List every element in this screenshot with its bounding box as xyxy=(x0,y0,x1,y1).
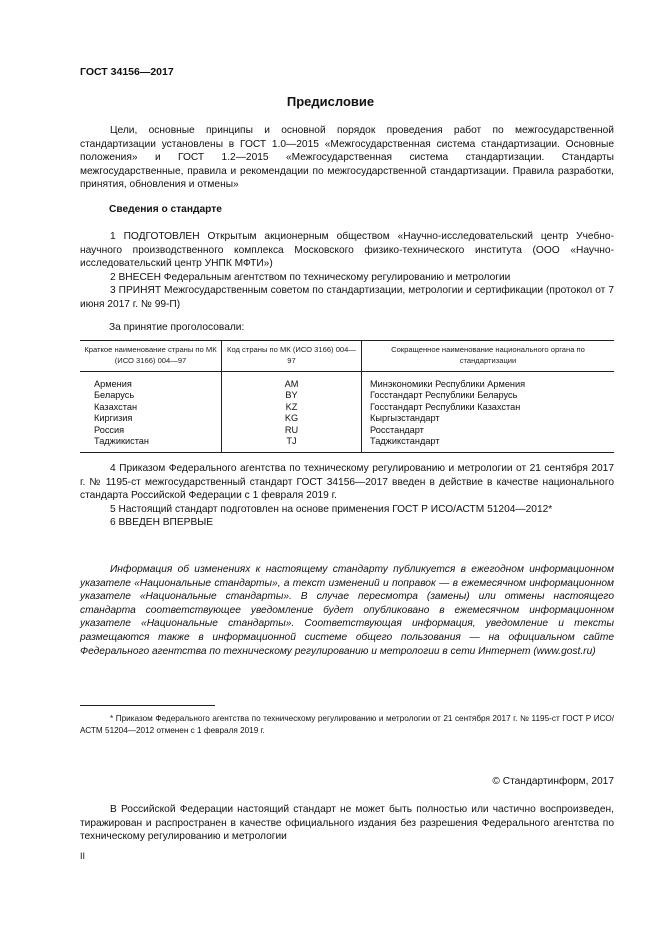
changes-info-paragraph: Информация об изменениях к настоящему стандарту публикуется в ежегодном информационном указателе «Национальные стандарты», а текст изменений и поправок — в ежемесячном информационном указателе «Национальные стандарты». В случае пересмотра (замены) или отмены настоящего стандарта соответствующее уведомление будет опубликовано в ежемесячном информационном указателе «Национальные стандарты». Соответствующая информация, уведомление и тексты размещаются также в информационной системе общего пользования — на официальном сайте Федерального агентства по техническому регулированию и метрологии в сети Интернет (www.gost.ru) xyxy=(80,564,614,657)
footnote-divider xyxy=(80,705,215,706)
table-row xyxy=(80,390,614,401)
country-name: Беларусь xyxy=(80,390,222,401)
reproduction-notice: В Российской Федерации настоящий стандарт не может быть полностью или частично воспроизведен, тиражирован и распространен в качестве официального издания без разрешения Федерального агентства по техническому регулированию и метрологии xyxy=(80,804,614,843)
footnote: * Приказом Федерального агентства по техническому регулированию и метрологии от 21 сентября 2017 г. № 1195-ст ГОСТ Р ИСО/АСТМ 51204—2012 отменен с 1 февраля 2019 г. xyxy=(80,714,614,736)
standards-body: Госстандарт Республики Беларусь xyxy=(370,390,518,401)
item-4: 4 Приказом Федерального агентства по техническому регулированию и метрологии от 21 сентября 2017 г. № 1195-ст межгосударственный стандарт ГОСТ 34156—2017 введен в действие в качестве национального стандарта Российской Федерации с 1 февраля 2019 г. xyxy=(80,463,614,502)
table-row xyxy=(80,402,614,413)
country-code: KG xyxy=(222,413,362,424)
standards-body: Росстандарт xyxy=(370,424,424,435)
copyright: © Стандартинформ, 2017 xyxy=(492,776,614,787)
info-heading: Сведения о стандарте xyxy=(109,204,222,215)
voted-label: За принятие проголосовали: xyxy=(109,322,245,333)
standards-body: Таджикстандарт xyxy=(362,436,615,453)
country-name: Россия xyxy=(80,425,222,436)
country-code: RU xyxy=(222,425,362,436)
item-3: 3 ПРИНЯТ Межгосударственным советом по стандартизации, метрологии и сертификации (протокол от 7 июня 2017 г. № 99-П) xyxy=(80,285,614,310)
table-row xyxy=(80,413,614,424)
country-name: Киргизия xyxy=(80,413,222,424)
page-title: Предисловие xyxy=(286,94,375,109)
page-number: II xyxy=(80,851,86,861)
item-5: 5 Настоящий стандарт подготовлен на основе применения ГОСТ Р ИСО/АСТМ 51204—2012* xyxy=(110,504,553,515)
voting-table xyxy=(80,340,614,453)
table-header-body: Сокращенное наименование национального органа по стандартизации xyxy=(362,341,615,372)
country-code: BY xyxy=(222,390,362,401)
intro-paragraph: Цели, основные принципы и основной порядок проведения работ по межгосударственной стандартизации установлены в ГОСТ 1.0—2015 «Межгосударственная система стандартизации. Основные положения» и ГОСТ 1.2—2015 «Межгосударственная система стандартизации. Стандарты межгосударственные, правила и рекомендации по межгосударственной стандартизации. Правила разработки, принятия, обновления и отмены» xyxy=(80,125,614,191)
item-2: 2 ВНЕСЕН Федеральным агентством по техническому регулированию и метрологии xyxy=(110,272,511,283)
table-row xyxy=(80,372,614,391)
country-name: Армения xyxy=(80,372,222,391)
document-code: ГОСТ 34156—2017 xyxy=(80,66,174,78)
table-row xyxy=(80,425,614,436)
country-code: TJ xyxy=(222,436,362,453)
standards-body: Госстандарт Республики Казахстан xyxy=(370,401,521,412)
table-row xyxy=(80,436,614,453)
country-name: Таджикистан xyxy=(80,436,222,453)
item-6: 6 ВВЕДЕН ВПЕРВЫЕ xyxy=(110,517,214,528)
country-name: Казахстан xyxy=(80,402,222,413)
standards-body: Минэкономики Республики Армения xyxy=(370,379,526,389)
table-header-code: Код страны по МК (ИСО 3166) 004—97 xyxy=(222,341,362,372)
table-header-country: Краткое наименование страны по МК (ИСО 3166) 004—97 xyxy=(80,341,222,372)
country-code: AM xyxy=(222,372,362,391)
standards-body: Кыргызстандарт xyxy=(370,413,440,424)
country-code: KZ xyxy=(222,402,362,413)
item-1: 1 ПОДГОТОВЛЕН Открытым акционерным обществом «Научно-исследовательский центр Учебно-научного производственного комплекса Московского физико-технического института (ООО «Научно-исследовательский центр УНПК МФТИ») xyxy=(80,231,614,270)
